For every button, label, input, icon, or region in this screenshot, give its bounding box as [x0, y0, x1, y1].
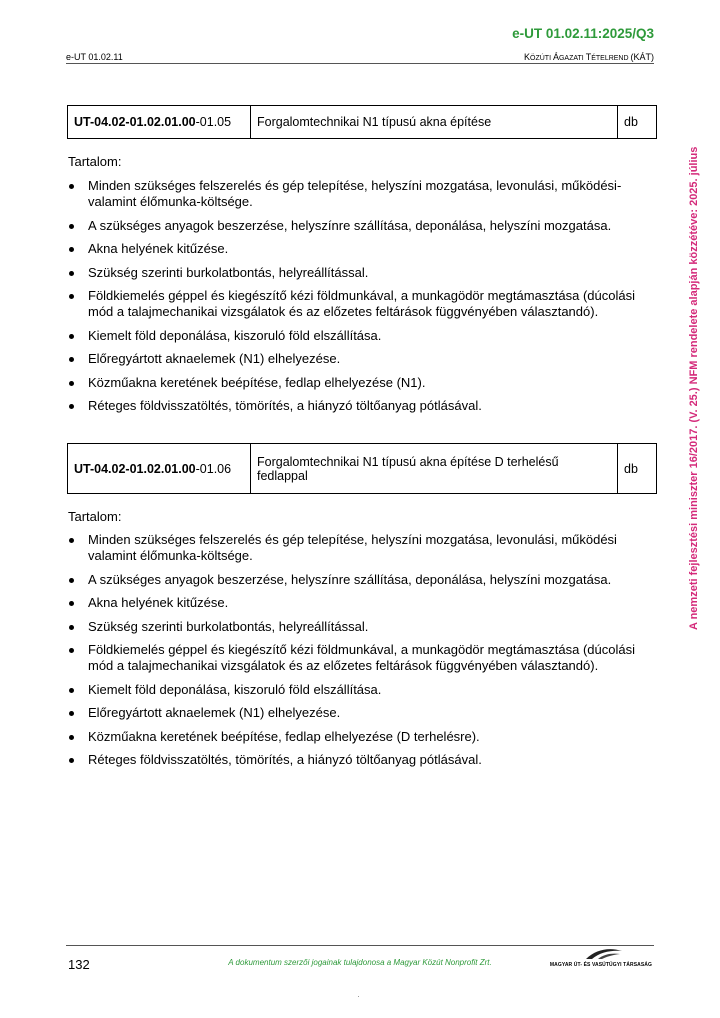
running-header-left: e-UT 01.02.11 [66, 52, 123, 62]
running-header-part: K [524, 52, 531, 62]
list-item: A szükséges anyagok beszerzése, helyszínre szállítása, deponálása, helyszíni mozgatása. [68, 572, 648, 588]
list-item: Réteges földvisszatöltés, tömörítés, a hiányzó töltőanyag pótlásával. [68, 752, 648, 768]
list-item: Földkiemelés géppel és kiegészítő kézi földmunkával, a munkagödör megtámasztása (dúcolási mód a talajmechanikai vizsgálatok és az előzetes feltárások függvényében választandó). [68, 642, 648, 674]
list-item: Minden szükséges felszerelés és gép telepítése, helyszíni mozgatása, levonulási, működési valamint élőmunka-költsége. [68, 532, 648, 564]
item-description: Forgalomtechnikai N1 típusú akna építése [251, 106, 618, 139]
item-code-main: UT-04.02-01.02.01.00 [74, 115, 196, 129]
footer-divider [66, 945, 654, 946]
logo-text: MAGYAR ÚT- ÉS VASÚTÜGYI TÁRSASÁG [549, 962, 652, 968]
running-header-part: ÉTELREND [591, 55, 631, 62]
item-code-suffix: -01.06 [195, 461, 232, 476]
list-item: Előregyártott aknaelemek (N1) elhelyezése. [68, 351, 648, 367]
list-item: Szükség szerinti burkolatbontás, helyreállítással. [68, 619, 648, 635]
list-item: Közműakna keretének beépítése, fedlap elhelyezése (D terhelésre). [68, 729, 648, 745]
society-logo [549, 947, 652, 969]
list-item: Kiemelt föld deponálása, kiszoruló föld elszállítása. [68, 328, 648, 344]
running-header-part: GAZATI [558, 55, 586, 62]
item-code-main: UT-04.02-01.02.01.00 [74, 461, 196, 476]
item-code [68, 444, 251, 494]
page-speck [358, 996, 359, 997]
copyright-notice: A dokumentum szerzői jogainak tulajdonosa a Magyar Közút Nonprofit Zrt. [228, 958, 492, 967]
list-item: Szükség szerinti burkolatbontás, helyreállítással. [68, 265, 648, 281]
running-header-right [524, 52, 654, 62]
list-item: Közműakna keretének beépítése, fedlap elhelyezése (N1). [68, 375, 648, 391]
item-table [67, 443, 657, 494]
running-header-part: ÖZÚTI [530, 55, 553, 62]
side-note [681, 96, 700, 630]
list-item: Réteges földvisszatöltés, tömörítés, a hiányzó töltőanyag pótlásával. [68, 398, 648, 414]
document-code: e-UT 01.02.11:2025/Q3 [512, 26, 654, 41]
page-number: 132 [68, 957, 90, 972]
item-unit: db [618, 444, 657, 494]
content-label: Tartalom: [68, 509, 122, 524]
item-code-suffix: -01.05 [195, 115, 232, 129]
item-description: Forgalomtechnikai N1 típusú akna építése D terhelésű fedlappal [251, 444, 618, 494]
header-divider [66, 63, 654, 64]
content-label: Tartalom: [68, 154, 122, 169]
list-item: Minden szükséges felszerelés és gép telepítése, helyszíni mozgatása, levonulási, működési-valamint élőmunka-költsége. [68, 178, 648, 210]
item-unit: db [618, 106, 657, 139]
list-item: A szükséges anyagok beszerzése, helyszínre szállítása, deponálása, helyszíni mozgatása. [68, 218, 648, 234]
list-item: Kiemelt föld deponálása, kiszoruló föld elszállítása. [68, 682, 648, 698]
side-note-text: A nemzeti fejlesztési miniszter 16/2017. (V. 25.) NFM rendelete alapján közzétéve: 2025. július [688, 146, 700, 630]
list-item: Akna helyének kitűzése. [68, 241, 648, 257]
content-list [68, 178, 648, 422]
item-table [67, 105, 657, 139]
logo-swoosh-icon [584, 947, 624, 961]
running-header-part: T [585, 52, 592, 62]
running-header-part: (KÁT) [630, 52, 654, 62]
running-header-part: Á [552, 52, 559, 62]
list-item: Akna helyének kitűzése. [68, 595, 648, 611]
item-code [68, 106, 251, 139]
list-item: Földkiemelés géppel és kiegészítő kézi földmunkával, a munkagödör megtámasztása (dúcolási mód a talajmechanikai vizsgálatok és az előzetes feltárások függvényében választandó). [68, 288, 648, 320]
list-item: Előregyártott aknaelemek (N1) elhelyezése. [68, 705, 648, 721]
content-list [68, 532, 648, 776]
